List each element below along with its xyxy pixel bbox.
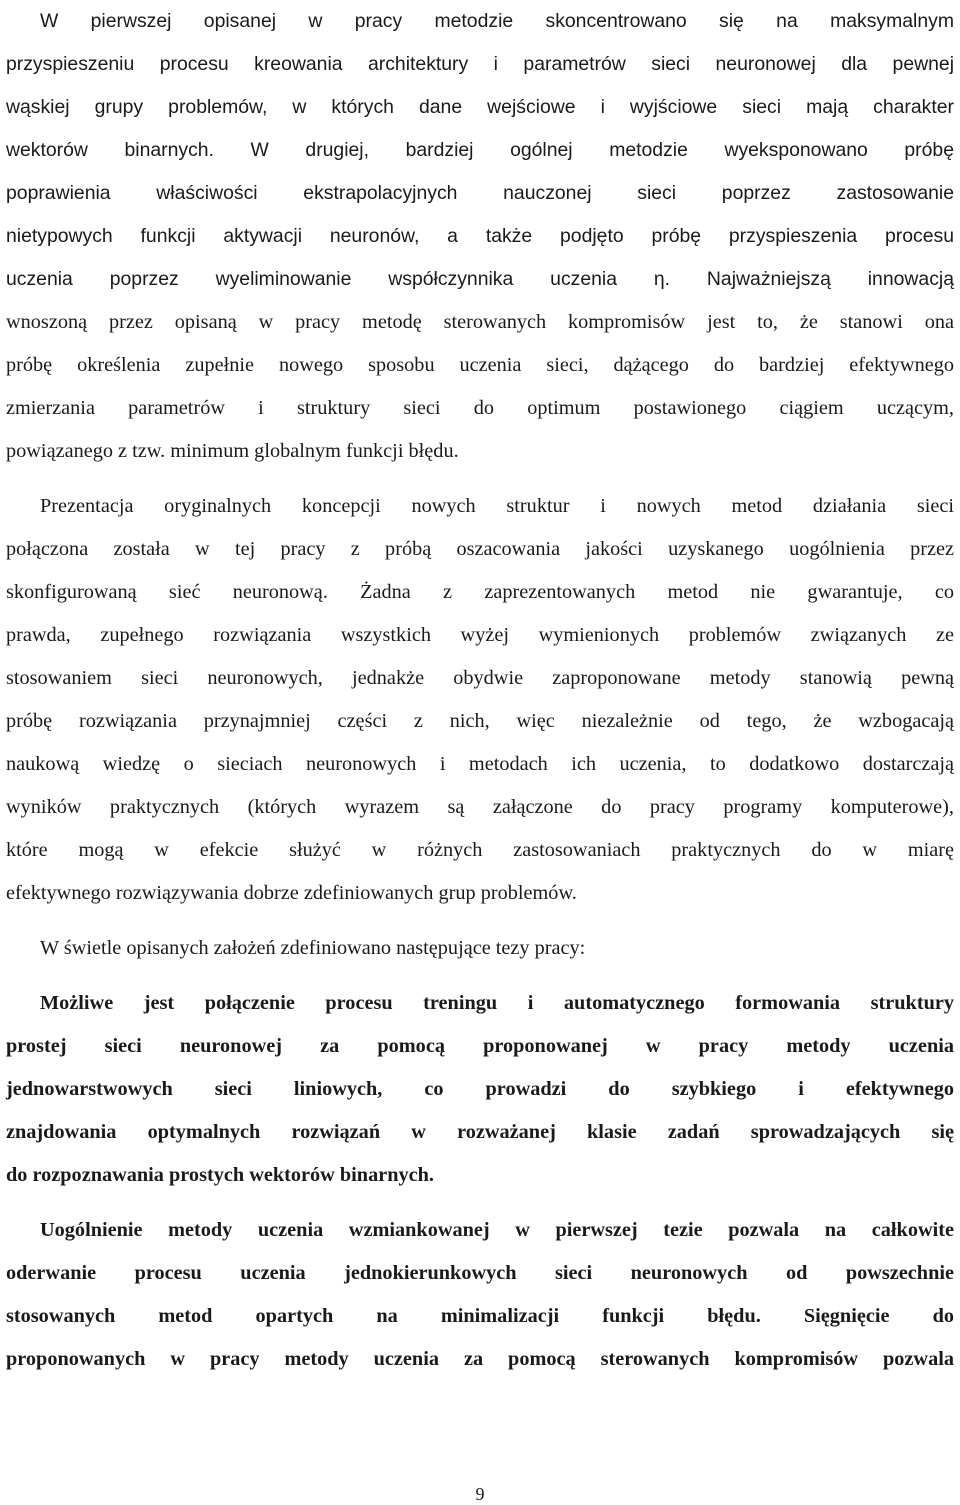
text-line: jednowarstwowych sieci liniowych, co prowadzi do szybkiego i efektywnego (6, 1078, 954, 1100)
text-line: próbę rozwiązania przynajmniej części z nich, więc niezależnie od tego, że wzbogacają (6, 710, 954, 732)
text-line: W świetle opisanych założeń zdefiniowano następujące tezy pracy: (40, 937, 586, 959)
text-line: znajdowania optymalnych rozwiązań w rozważanej klasie zadań sprowadzających się (6, 1121, 954, 1143)
thesis-1 (6, 982, 954, 1197)
text-line: wektorów binarnych. W drugiej, bardziej ogólnej metodzie wyeksponowano próbę (6, 139, 954, 161)
text-line: naukową wiedzę o sieciach neuronowych i metodach ich uczenia, to dodatkowo dostarczają (6, 753, 954, 775)
text-line: skonfigurowaną sieć neuronową. Żadna z zaprezentowanych metod nie gwarantuje, co (6, 581, 954, 603)
text-line: wąskiej grupy problemów, w których dane wejściowe i wyjściowe sieci mają charakter (6, 96, 954, 118)
text-line: zmierzania parametrów i struktury sieci do optimum postawionego ciągiem uczącym, (6, 397, 954, 419)
text-line: oderwanie procesu uczenia jednokierunkowych sieci neuronowych od powszechnie (6, 1262, 954, 1284)
text-line: do rozpoznawania prostych wektorów binarnych. (6, 1164, 435, 1186)
text-line: wyników praktycznych (których wyrazem są załączone do pracy programy komputerowe), (6, 796, 954, 818)
text-line: połączona została w tej pracy z próbą oszacowania jakości uzyskanego uogólnienia przez (6, 538, 954, 560)
text-line: W pierwszej opisanej w pracy metodzie skoncentrowano się na maksymalnym (40, 10, 954, 32)
text-line: próbę określenia zupełnie nowego sposobu uczenia sieci, dążącego do bardziej efektywnego (6, 354, 954, 376)
text-line: Możliwe jest połączenie procesu treningu i automatycznego formowania struktury (40, 992, 954, 1014)
text-line: prawda, zupełnego rozwiązania wszystkich wyżej wymienionych problemów związanych ze (6, 624, 954, 646)
text-line: efektywnego rozwiązywania dobrze zdefiniowanych grup problemów. (6, 882, 577, 904)
document-page (6, 0, 954, 1381)
text-line: które mogą w efekcie służyć w różnych zastosowaniach praktycznych do w miarę (6, 839, 954, 861)
paragraph-2 (6, 485, 954, 915)
text-line: powiązanego z tzw. minimum globalnym funkcji błędu. (6, 440, 459, 462)
text-line: wnoszoną przez opisaną w pracy metodę sterowanych kompromisów jest to, że stanowi ona (6, 311, 954, 333)
text-line: poprawienia właściwości ekstrapolacyjnych nauczonej sieci poprzez zastosowanie (6, 182, 954, 204)
text-line: przyspieszeniu procesu kreowania architektury i parametrów sieci neuronowej dla pewnej (6, 53, 954, 75)
text-line: Prezentacja oryginalnych koncepcji nowych struktur i nowych metod działania sieci (40, 495, 954, 517)
text-line: proponowanych w pracy metody uczenia za pomocą sterowanych kompromisów pozwala (6, 1348, 954, 1370)
text-line: nietypowych funkcji aktywacji neuronów, a także podjęto próbę przyspieszenia procesu (6, 225, 954, 247)
text-line: stosowanych metod opartych na minimalizacji funkcji błędu. Sięgnięcie do (6, 1305, 954, 1327)
thesis-2 (6, 1209, 954, 1381)
text-line: prostej sieci neuronowej za pomocą proponowanej w pracy metody uczenia (6, 1035, 954, 1057)
page-number: 9 (475, 1484, 485, 1504)
text-line: stosowaniem sieci neuronowych, jednakże obydwie zaproponowane metody stanowią pewną (6, 667, 954, 689)
text-line: uczenia poprzez wyeliminowanie współczynnika uczenia η. Najważniejszą innowacją (6, 268, 954, 290)
text-line: Uogólnienie metody uczenia wzmiankowanej w pierwszej tezie pozwala na całkowite (40, 1219, 954, 1241)
paragraph-1 (6, 0, 954, 473)
paragraph-3 (6, 927, 954, 970)
